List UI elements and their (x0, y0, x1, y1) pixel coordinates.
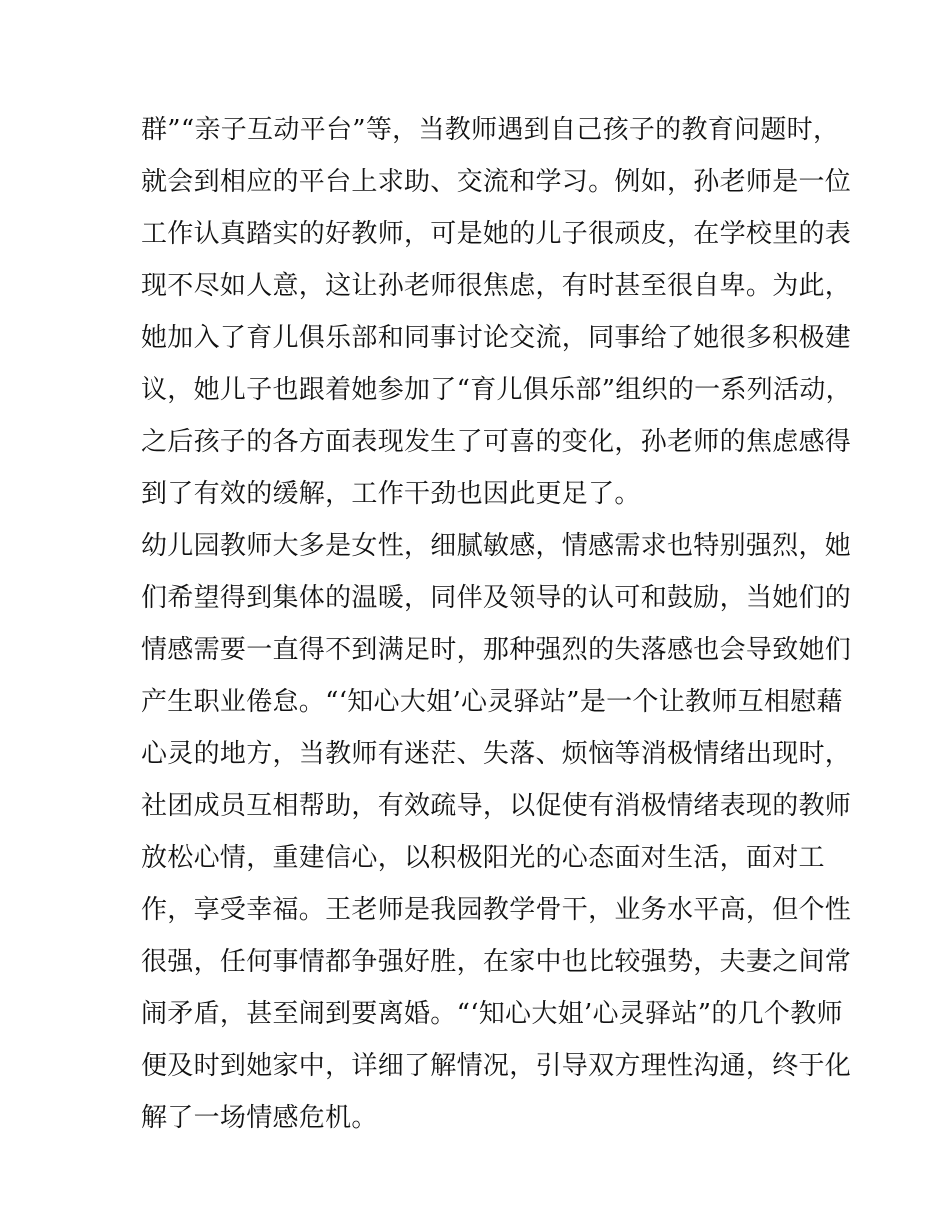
text-line: 她加入了育儿俱乐部和同事讨论交流，同事给了她很多积极建 (141, 323, 852, 353)
text-line: 幼儿园教师大多是女性，细腻敏感，情感需求也特别强烈，她 (141, 531, 852, 561)
text-line: 就会到相应的平台上求助、交流和学习。例如，孙老师是一位 (141, 167, 852, 197)
text-line: 心灵的地方，当教师有迷茫、失落、烦恼等消极情绪出现时， (141, 739, 852, 769)
text-line: 很强，任何事情都争强好胜，在家中也比较强势，夫妻之间常 (141, 947, 852, 977)
text-line: 现不尽如人意，这让孙老师很焦虑，有时甚至很自卑。为此， (141, 271, 852, 301)
text-line: 放松心情，重建信心，以积极阳光的心态面对生活，面对工 (141, 843, 825, 873)
text-line: 群”“亲子互动平台”等，当教师遇到自己孩子的教育问题时， (141, 115, 840, 145)
text-line: 便及时到她家中，详细了解情况，引导双方理性沟通，终于化 (141, 1051, 852, 1081)
text-line: 作，享受幸福。王老师是我园教学骨干，业务水平高，但个性 (141, 895, 852, 925)
text-line: 工作认真踏实的好教师，可是她的儿子很顽皮，在学校里的表 (141, 219, 852, 249)
text-line: 情感需要一直得不到满足时，那种强烈的失落感也会导致她们 (141, 635, 852, 665)
text-line: 产生职业倦怠。“‘知心大姐’心灵驿站”是一个让教师互相慰藉 (141, 687, 843, 717)
text-line: 议，她儿子也跟着她参加了“育儿俱乐部”组织的一系列活动， (141, 375, 852, 405)
text-line: 到了有效的缓解，工作干劲也因此更足了。 (141, 479, 641, 509)
text-line: 解了一场情感危机。 (141, 1103, 378, 1133)
text-line: 之后孩子的各方面表现发生了可喜的变化，孙老师的焦虑感得 (141, 427, 852, 457)
text-line: 们希望得到集体的温暖，同伴及领导的认可和鼓励，当她们的 (141, 583, 852, 613)
body-text (141, 104, 852, 1144)
text-line: 社团成员互相帮助，有效疏导，以促使有消极情绪表现的教师 (141, 791, 852, 821)
text-line: 闹矛盾，甚至闹到要离婚。“‘知心大姐’心灵驿站”的几个教师 (141, 999, 843, 1029)
